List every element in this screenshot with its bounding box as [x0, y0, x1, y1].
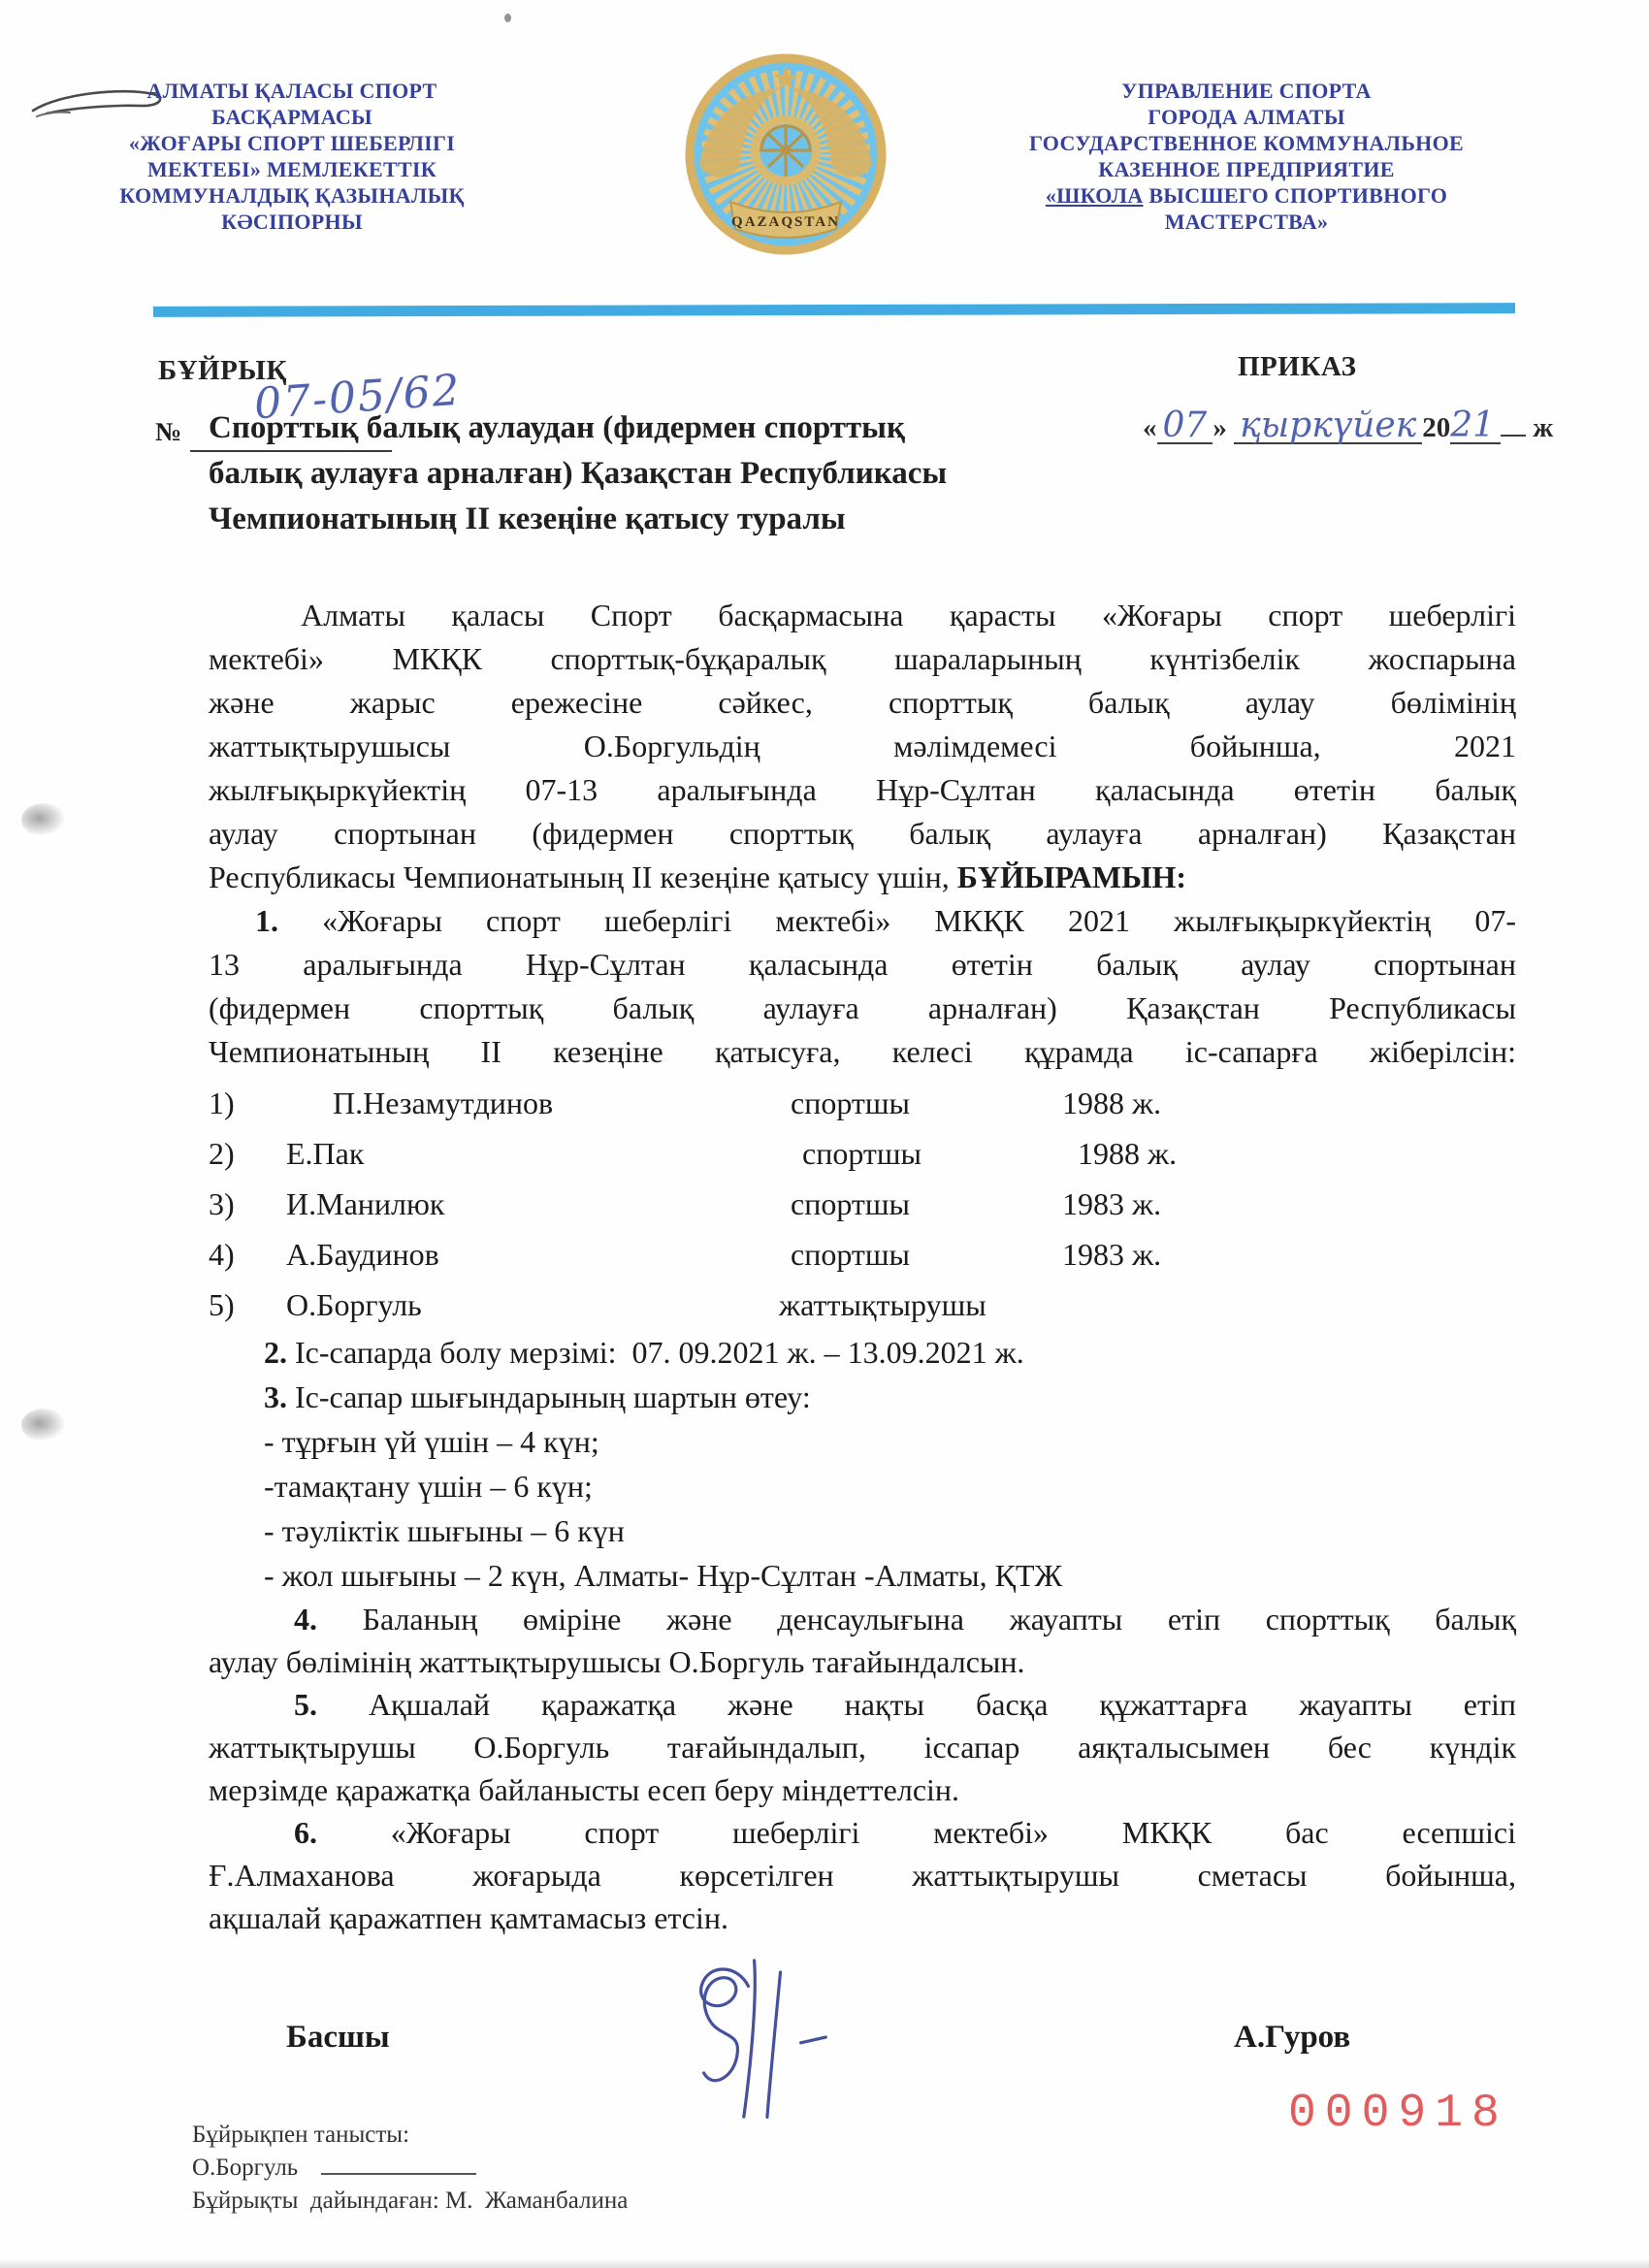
roster-number: 1)	[209, 1085, 235, 1120]
order-label-kk: БҰЙРЫҚ	[158, 355, 287, 386]
kazakhstan-emblem	[682, 50, 889, 258]
org-right-line: УПРАВЛЕНИЕ СПОРТА	[1121, 79, 1372, 103]
roster-number: 3)	[209, 1186, 235, 1221]
roster-name: А.Баудинов	[286, 1237, 439, 1272]
org-right-line: ГОСУДАРСТВЕННОЕ КОММУНАЛЬНОЕ	[1029, 131, 1464, 155]
acquainted-signature-line	[321, 2154, 476, 2175]
org-left-line: АЛМАТЫ ҚАЛАСЫ СПОРТ	[146, 79, 437, 103]
item-number: 5.	[294, 1687, 317, 1722]
body-line: Алматы қаласы Спорт басқармасына қарасты «Жоғары спорт шеберлігі	[301, 598, 1516, 632]
footer-block	[192, 2119, 628, 2218]
emblem-label: QAZAQSTAN	[731, 214, 840, 230]
page-bottom-shadow	[0, 2258, 1649, 2268]
body-line: ақшалай қаражатпен қамтамасыз етсін.	[209, 1900, 728, 1935]
org-right-school-rest: ВЫСШЕГО СПОРТИВНОГО	[1143, 183, 1448, 208]
roster-year: 1983 ж.	[1062, 1186, 1162, 1221]
date-day-handwritten: 07	[1157, 411, 1213, 444]
roster-year: 1988 ж.	[1078, 1136, 1178, 1171]
roster-row	[209, 1280, 1516, 1330]
body-line: жаттықтырушы О.Боргуль тағайындалып, іссапар аяқталысымен бес күндік	[209, 1730, 1516, 1765]
acquainted-label: Бұйрықпен танысты:	[192, 2122, 410, 2148]
roster-role: спортшы	[791, 1085, 911, 1120]
roster-role: спортшы	[791, 1186, 911, 1221]
item-number: 6.	[294, 1815, 317, 1850]
prepared-line: Бұйрықты дайындаған: М. Жаманбалина	[192, 2187, 629, 2214]
date-open-quote: «	[1143, 412, 1157, 443]
body-line: мектебі» МКҚК спорттық-бұқаралық шараларының күнтізбелік жоспарына	[209, 641, 1516, 676]
items-2-3-section	[209, 1330, 1516, 1598]
roster-role: жаттықтырушы	[779, 1287, 986, 1322]
body-line	[209, 1811, 1516, 1854]
org-right-line: КАЗЕННОЕ ПРЕДПРИЯТИЕ	[1098, 157, 1395, 181]
registration-stamp-number: 000918	[1288, 2088, 1508, 2140]
org-right-school-underlined: «ШКОЛА	[1045, 183, 1144, 208]
item-5-paragraph	[209, 1683, 1516, 1811]
roster-name: П.Незамутдинов	[333, 1085, 554, 1120]
body-line: Ғ.Алмаханова жоғарыда көрсетілген жаттықтырушы сметасы бойынша,	[209, 1858, 1516, 1893]
org-right-line: МАСТЕРСТВА»	[1164, 210, 1329, 234]
roster-row	[209, 1179, 1516, 1229]
scan-speck	[504, 14, 511, 22]
roster-year: 1988 ж.	[1062, 1085, 1162, 1120]
preamble-paragraph	[209, 594, 1516, 899]
org-name-russian	[955, 78, 1537, 235]
roster-year: 1983 ж.	[1062, 1237, 1162, 1272]
org-left-line: МЕКТЕБІ» МЕМЛЕКЕТТІК	[146, 157, 437, 181]
roster-name: И.Манилюк	[286, 1186, 445, 1221]
items-4-6-section	[209, 1598, 1516, 1939]
roster-number: 5)	[209, 1287, 235, 1322]
roster-row	[209, 1078, 1516, 1128]
roster-number: 4)	[209, 1237, 235, 1272]
order-title-line: балық аулауға арналған) Қазақстан Республикасы	[209, 456, 948, 491]
org-left-line: КОММУНАЛДЫҚ ҚАЗЫНАЛЫҚ	[119, 183, 465, 208]
expense-line: -тамақтану үшін – 6 күн;	[264, 1469, 593, 1504]
org-left-line: КӘСІПОРНЫ	[221, 210, 363, 234]
acquainted-line	[192, 2152, 628, 2185]
item-number: 2.	[264, 1335, 287, 1370]
signer-name: А.Гуров	[1234, 2020, 1351, 2055]
body-line	[209, 1598, 1516, 1640]
resolution-keyword: БҰЙЫРАМЫН:	[956, 859, 1187, 894]
body-line	[209, 856, 1516, 899]
item-2-line	[209, 1330, 1516, 1375]
expense-line: - тұрғын үй үшін – 4 күн;	[264, 1424, 599, 1459]
org-name-kazakh	[112, 78, 472, 235]
item-number: 4.	[294, 1602, 317, 1636]
body-line: және жарыс ережесіне сәйкес, спорттық балық аулау бөлімінің	[209, 685, 1516, 720]
body-line: 13 аралығында Нұр-Сұлтан қаласында өтетін балық аулау спортынан	[209, 947, 1516, 982]
body-line	[209, 1683, 1516, 1726]
org-right-line: ГОРОДА АЛМАТЫ	[1148, 105, 1345, 129]
body-line	[209, 899, 1516, 943]
acquainted-name: О.Боргуль	[192, 2155, 299, 2181]
roster-number: 2)	[209, 1136, 235, 1171]
order-date	[1143, 405, 1554, 445]
punch-hole-top	[21, 803, 66, 836]
item-1-paragraph	[209, 899, 1516, 1074]
body-line-text: Іс-сапарда болу мерзімі: 07. 09.2021 ж. – 13.09.2021 ж.	[287, 1335, 1024, 1370]
order-title	[209, 405, 1111, 542]
date-blank-underline	[1501, 411, 1526, 437]
date-month-handwritten: қыркүйек	[1234, 411, 1422, 444]
body-line: (фидермен спорттық балық аулауға арналған) Қазақстан Республикасы	[209, 990, 1516, 1025]
date-year-handwritten: 21	[1450, 411, 1501, 444]
handwritten-order-number: 07-05/62	[252, 365, 464, 430]
body-line: жылғықыркүйектің 07-13 аралығында Нұр-Сұлтан қаласында өтетін балық	[209, 772, 1516, 807]
date-suffix: ж	[1533, 412, 1554, 443]
number-sign: №	[155, 417, 182, 446]
roster-name: О.Боргуль	[286, 1287, 422, 1322]
body-line-text: Ақшалай қаражатқа және нақты басқа құжаттарға жауапты етіп	[317, 1687, 1516, 1722]
order-title-line: Чемпионатының II кезеңіне қатысу туралы	[209, 502, 846, 536]
org-left-line: «ЖОҒАРЫ СПОРТ ШЕБЕРЛІГІ	[128, 131, 456, 155]
roster-row	[209, 1128, 1516, 1179]
body-line-text: Республикасы Чемпионатының II кезеңіне қатысу үшін,	[209, 859, 957, 894]
punch-hole-bottom	[21, 1409, 66, 1442]
order-label-ru: ПРИКАЗ	[1238, 351, 1357, 382]
expense-line: - тәуліктік шығыны – 6 күн	[264, 1513, 625, 1548]
handwritten-signature	[660, 1952, 883, 2146]
item-3-line	[209, 1375, 1516, 1419]
roster-role: спортшы	[802, 1136, 922, 1171]
org-left-line: БАСҚАРМАСЫ	[211, 105, 372, 129]
body-line-text: «Жоғары спорт шеберлігі мектебі» МКҚК 2021 жылғықыркүйектің 07-	[278, 903, 1516, 938]
body-line-text: Баланың өміріне және денсаулығына жауапты етіп спорттық балық	[317, 1602, 1516, 1636]
order-body	[209, 594, 1516, 1939]
item-4-paragraph	[209, 1598, 1516, 1683]
body-line: Чемпионатының II кезеңіне қатысуға, келесі құрамда іс-сапарға жіберілсін:	[209, 1034, 1516, 1069]
item-number: 1.	[255, 903, 278, 938]
item-6-paragraph	[209, 1811, 1516, 1939]
body-line-text: «Жоғары спорт шеберлігі мектебі» МКҚК бас есепшісі	[317, 1815, 1516, 1850]
roster-role: спортшы	[791, 1237, 911, 1272]
body-line: мерзімде қаражатқа байланысты есеп беру міндеттелсін.	[209, 1772, 960, 1807]
body-line: аулау бөлімінің жаттықтырушысы О.Боргуль тағайындалсын.	[209, 1644, 1025, 1679]
expense-line: - жол шығыны – 2 күн, Алматы- Нұр-Сұлтан -Алматы, ҚТЖ	[264, 1558, 1063, 1593]
roster-name: Е.Пак	[286, 1136, 365, 1171]
signer-role-label: Басшы	[286, 2020, 390, 2055]
body-line-text: Іс-сапар шығындарының шартын өтеу:	[287, 1379, 811, 1414]
date-close-quote: »	[1212, 412, 1227, 443]
roster-row	[209, 1229, 1516, 1280]
body-line: жаттықтырушысы О.Боргульдің мәлімдемесі бойынша, 2021	[209, 729, 1516, 763]
athlete-roster	[209, 1078, 1516, 1330]
order-title-line: Спорттық балық аулаудан (фидермен спорттық	[209, 410, 905, 445]
date-year-printed: 20	[1422, 412, 1451, 443]
body-line: аулау спортынан (фидермен спорттық балық аулауға арналған) Қазақстан	[209, 816, 1516, 851]
item-number: 3.	[264, 1379, 287, 1414]
org-right-line	[955, 182, 1537, 209]
header-divider-band	[153, 303, 1515, 317]
